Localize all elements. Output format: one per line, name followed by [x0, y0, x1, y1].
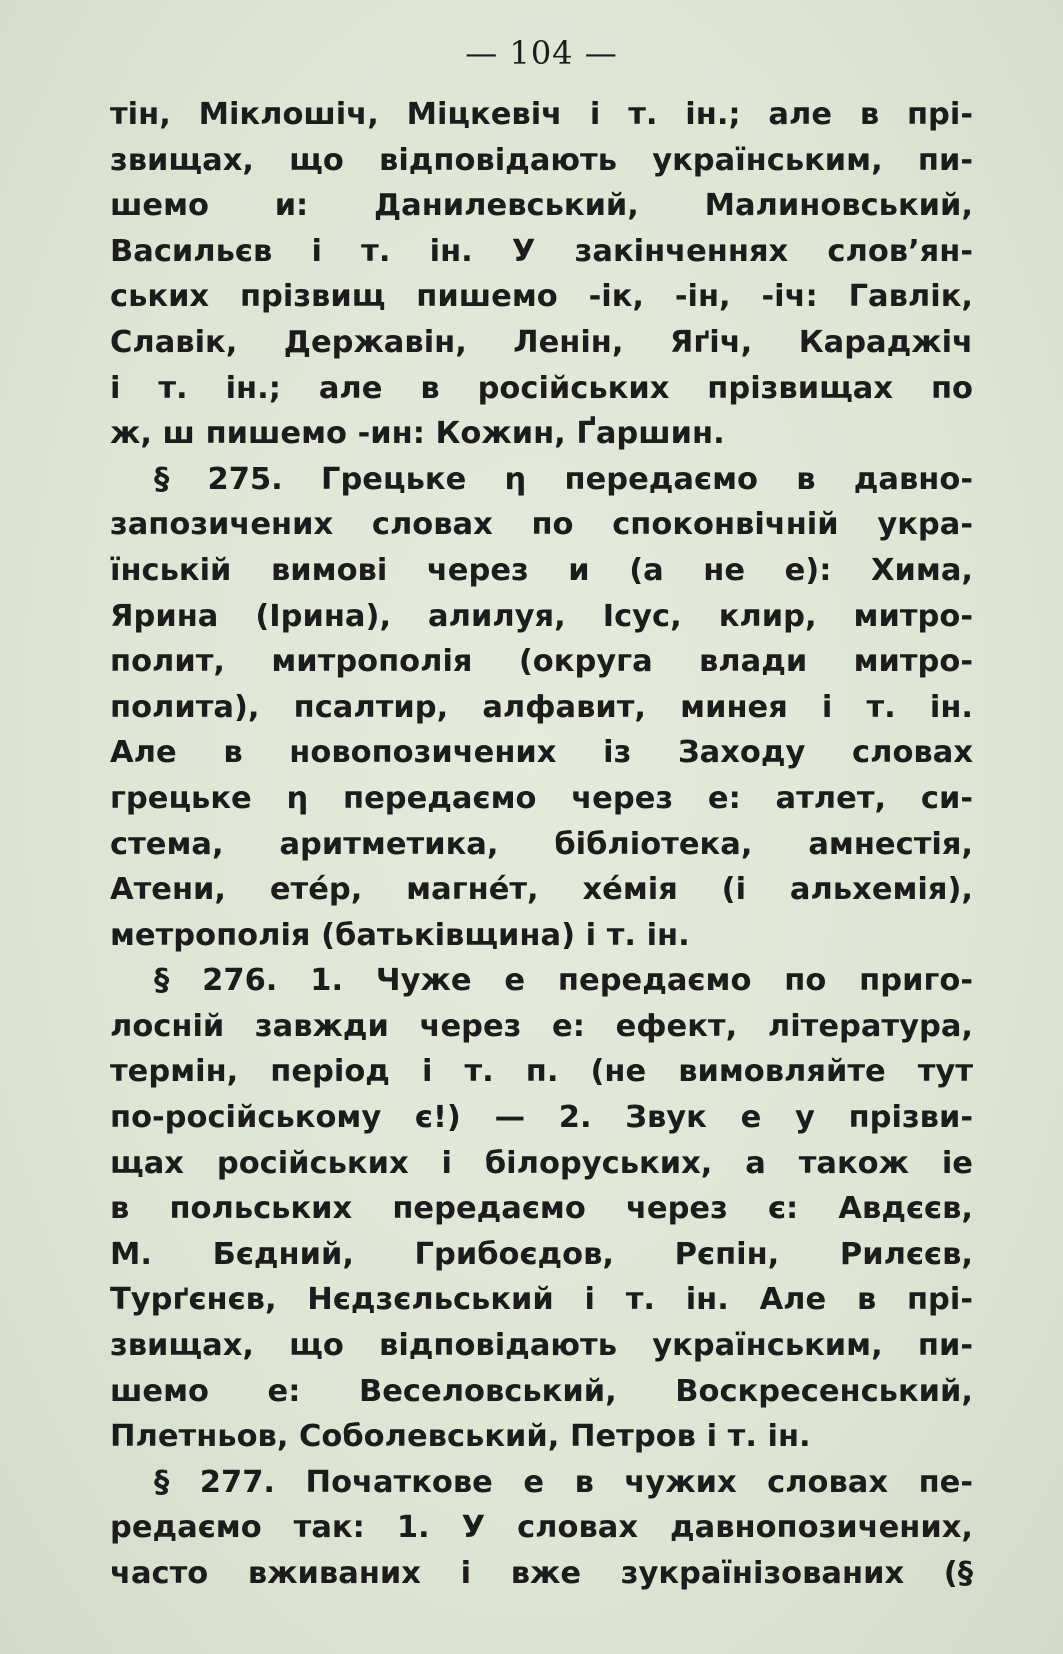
text-line: звищах, що відповідають українським, пи-	[110, 142, 973, 178]
text-line: ж, ш пишемо -ин: Кожин, Ґаршин.	[110, 416, 725, 452]
text-line: звищах, що відповідають українським, пи-	[110, 1328, 973, 1364]
text-line: метрополія (батьківщина) і т. ін.	[110, 917, 690, 953]
text-body	[110, 92, 973, 1597]
text-line: по-російському є!) — 2. Звук е у прізви-	[110, 1100, 973, 1136]
text-line: і т. ін.; але в російських прізвищах по	[110, 370, 973, 406]
text-line: М. Бєдний, Грибоєдов, Рєпін, Рилєєв,	[110, 1236, 973, 1272]
text-line: Плетньов, Соболевський, Петров і т. ін.	[110, 1419, 811, 1455]
text-line: термін, період і т. п. (не вимовляйте тут	[110, 1054, 973, 1090]
text-line: щах російських і білоруських, а також іе	[110, 1145, 973, 1181]
text-line: Васильєв і т. ін. У закінченнях слов’ян-	[110, 233, 973, 269]
page-number: — 104 —	[465, 34, 618, 72]
text-line: § 275. Грецьке η передаємо в давно-	[154, 461, 973, 497]
text-line: Славік, Державін, Ленін, Яґіч, Караджіч	[110, 324, 973, 360]
text-line: запозичених словах по споконвічній укра-	[110, 507, 973, 543]
text-line: § 277. Початкове е в чужих словах пе-	[154, 1464, 973, 1500]
text-line: в польських передаємо через є: Авдєєв,	[110, 1191, 973, 1227]
text-line: редаємо так: 1. У словах давнопозичених,	[110, 1510, 973, 1546]
text-line: часто вживаних і вже зукраїнізованих (§	[110, 1556, 973, 1591]
text-line: шемо е: Веселовський, Воскресенський,	[110, 1373, 973, 1409]
text-line: Але в новопозичених із Заходу словах	[110, 735, 973, 771]
text-line: лосній завжди через е: ефект, література,	[110, 1008, 973, 1044]
text-line: грецьке η передаємо через е: атлет, си-	[110, 780, 973, 816]
text-line: тін, Міклошіч, Міцкевіч і т. ін.; але в прі-	[110, 97, 973, 132]
text-line: їнській вимові через и (а не е): Хима,	[110, 552, 973, 588]
text-line: полита), псалтир, алфавит, минея і т. ін.	[110, 689, 973, 725]
text-line: § 276. 1. Чуже е передаємо по пригo-	[154, 963, 973, 999]
text-line: стема, аритметика, бібліотека, амнестія,	[110, 826, 973, 862]
text-line: Атени, етéр, магнéт, хéмія (і альхемія),	[110, 872, 973, 908]
text-line: шемо и: Данилевський, Малиновський,	[110, 188, 973, 224]
text-line: полит, митрополія (округа влади митро-	[110, 644, 973, 680]
text-line: ських прізвищ пишемо -ік, -ін, -іч: Гавлік,	[110, 279, 973, 315]
text-line: Турґєнєв, Нєдзєльський і т. ін. Але в прі-	[110, 1282, 973, 1318]
text-line: Ярина (Ірина), алилуя, Ісус, клир, митро-	[110, 598, 973, 634]
